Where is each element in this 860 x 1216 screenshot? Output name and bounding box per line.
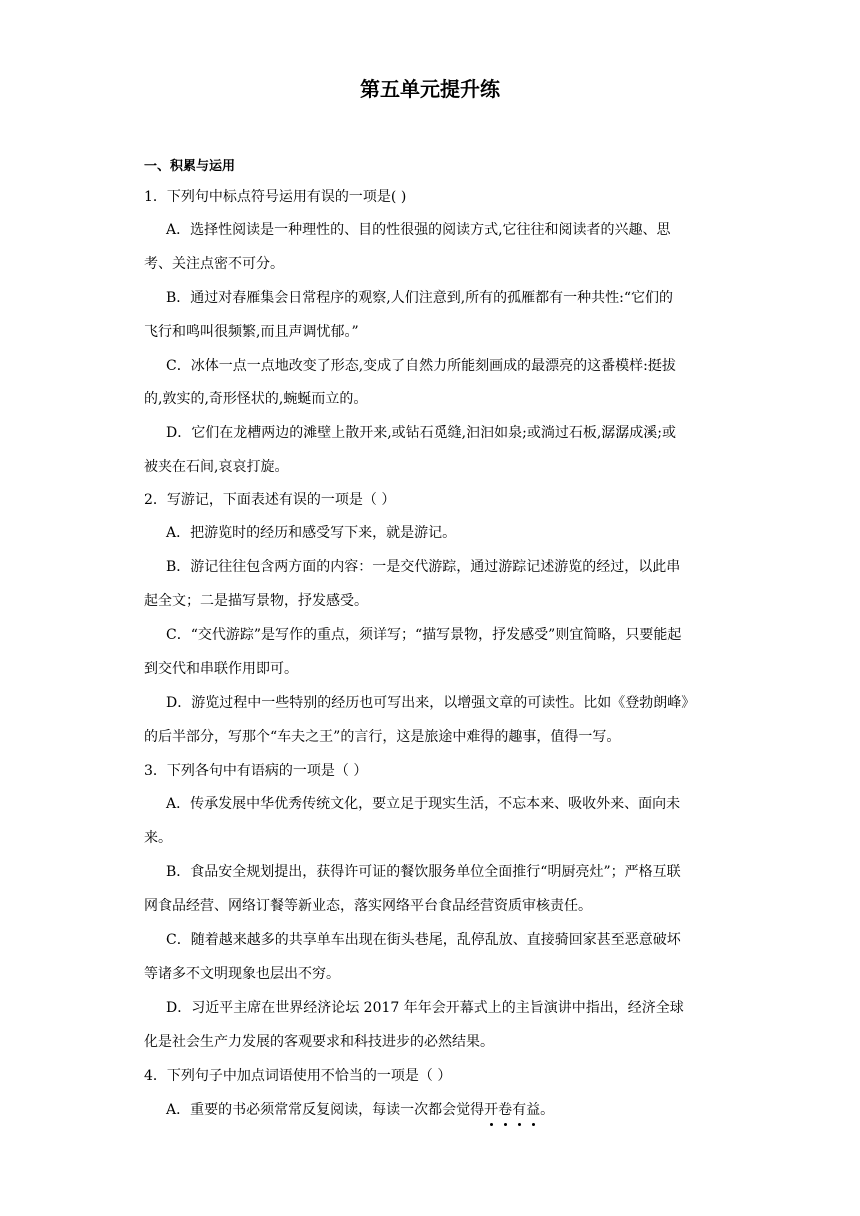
question-1-option-d-cont: 被夹在石间,哀哀打旋。 xyxy=(144,459,289,475)
question-3-option-d: D．习近平主席在世界经济论坛 2017 年年会开幕式上的主旨演讲中指出，经济全球 xyxy=(166,1000,684,1016)
question-1-option-c-cont: 的,敦实的,奇形怪状的,蜿蜒而立的。 xyxy=(144,391,368,407)
question-2-option-c-cont: 到交代和串联作用即可。 xyxy=(144,661,298,677)
question-1-stem: 1．下列句中标点符号运用有误的一项是( ) xyxy=(144,189,407,205)
question-2-option-b-cont: 起全文；二是描写景物，抒发感受。 xyxy=(144,593,368,609)
emphasis-dot-char: 卷 xyxy=(498,1102,513,1118)
question-2-option-b: B．游记往往包含两方面的内容：一是交代游踪，通过游踪记述游览的经过，以此串 xyxy=(166,559,681,575)
emphasis-dot-char: 有 xyxy=(512,1102,527,1118)
question-3-option-a-cont: 来。 xyxy=(144,830,172,846)
question-3-option-c: C．随着越来越多的共享单车出现在街头巷尾，乱停乱放、直接骑回家甚至恶意破坏 xyxy=(166,932,681,948)
question-2-option-a: A．把游览时的经历和感受写下来，就是游记。 xyxy=(166,525,457,541)
question-3-option-d-cont: 化是社会生产力发展的客观要求和科技进步的必然结果。 xyxy=(144,1034,494,1050)
question-3-option-b-cont: 网食品经营、网络订餐等新业态，落实网络平台食品经营资质审核责任。 xyxy=(144,898,592,914)
emphasis-dot-char: 益 xyxy=(526,1102,541,1118)
question-3-stem: 3．下列各句中有语病的一项是（ ） xyxy=(144,763,368,779)
question-4-option-a xyxy=(166,1100,554,1120)
question-4-stem: 4．下列句子中加点词语使用不恰当的一项是（ ） xyxy=(144,1068,452,1084)
question-2-option-d: D．游览过程中一些特别的经历也可写出来，以增强文章的可读性。比如《登勃朗峰》 xyxy=(166,695,696,711)
question-2-option-d-cont: 的后半部分，写那个“车夫之王”的言行，这是旅途中难得的趣事，值得一写。 xyxy=(144,729,621,745)
question-1-option-a-cont: 考、关注点密不可分。 xyxy=(144,256,284,272)
question-4-option-a-end: 。 xyxy=(540,1102,555,1118)
question-1-option-c: C．冰体一点一点地改变了形态,变成了自然力所能刻画成的最漂亮的这番模样:挺拔 xyxy=(166,358,676,374)
question-2-stem: 2．写游记，下面表述有误的一项是（ ） xyxy=(144,492,396,508)
page-title: 第五单元提升练 xyxy=(360,77,500,101)
question-1-option-b-cont: 飞行和鸣叫很频繁,而且声调忧郁。” xyxy=(144,324,359,340)
question-4-option-a-text: A．重要的书必须常常反复阅读，每读一次都会觉得 xyxy=(166,1102,485,1118)
question-1-option-d: D．它们在龙槽两边的滩壁上散开来,或钻石觅缝,汩汩如泉;或淌过石板,潺潺成溪;或 xyxy=(166,425,677,441)
question-3-option-b: B．食品安全规划提出，获得许可证的餐饮服务单位全面推行“明厨亮灶”；严格互联 xyxy=(166,864,681,880)
question-3-option-c-cont: 等诸多不文明现象也层出不穷。 xyxy=(144,966,340,982)
section-heading: 一、积累与运用 xyxy=(144,159,236,174)
question-2-option-c: C．“交代游踪”是写作的重点，须详写；“描写景物，抒发感受”则宜简略，只要能起 xyxy=(166,627,682,643)
question-1-option-b: B．通过对春雁集会日常程序的观察,人们注意到,所有的孤雁都有一种共性:“它们的 xyxy=(166,290,674,306)
question-3-option-a: A．传承发展中华优秀传统文化，要立足于现实生活，不忘本来、吸收外来、面向未 xyxy=(166,796,681,812)
emphasis-dot-char: 开 xyxy=(484,1102,499,1118)
question-1-option-a: A．选择性阅读是一种理性的、目的性很强的阅读方式,它往往和阅读者的兴趣、思 xyxy=(166,222,671,238)
